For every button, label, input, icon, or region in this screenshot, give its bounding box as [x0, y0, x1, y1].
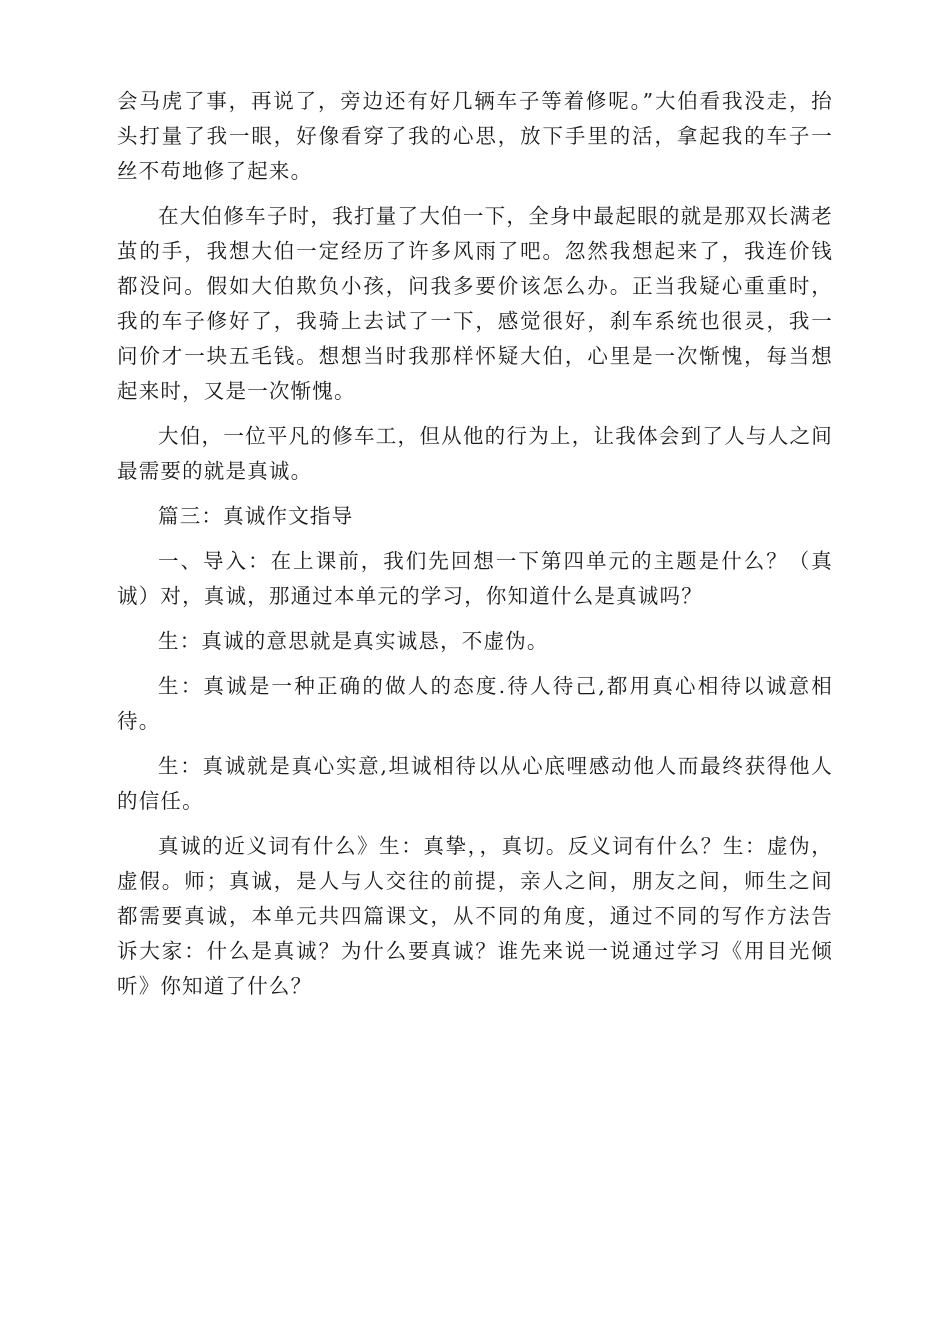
paragraph-2: 在大伯修车子时，我打量了大伯一下，全身中最起眼的就是那双长满老茧的手，我想大伯一定经历了许多风雨了吧。忽然我想起来了，我连价钱都没问。假如大伯欺负小孩，问我多要价该怎么办。正当我疑心重重时，我的车子修好了，我骑上去试了一下，感觉很好，刹车系统也很灵，我一问价才一块五毛钱。想想当时我那样怀疑大伯，心里是一次惭愧，每当想起来时，又是一次惭愧。	[117, 204, 833, 403]
paragraph-1: 会马虎了事，再说了，旁边还有好几辆车子等着修呢。”大伯看我没走，抬头打量了我一眼，好像看穿了我的心思，放下手里的活，拿起我的车子一丝不苟地修了起来。	[117, 89, 833, 183]
paragraph-5: 一、导入：在上课前，我们先回想一下第四单元的主题是什么？（真诚）对，真诚，那通过本单元的学习，你知道什么是真诚吗？	[117, 549, 833, 608]
paragraph-8: 生：真诚就是真心实意,坦诚相待以从心底哩感动他人而最终获得他人的信任。	[117, 754, 833, 813]
document-page	[117, 84, 833, 1014]
paragraph-6: 生：真诚的意思就是真实诚恳，不虚伪。	[158, 629, 549, 653]
section-heading: 篇三：真诚作文指导	[158, 504, 354, 528]
paragraph-9: 真诚的近义词有什么》生：真挚，，真切。反义词有什么？生：虚伪，虚假。师；真诚，是人与人交往的前提，亲人之间，朋友之间，师生之间都需要真诚，本单元共四篇课文，从不同的角度，通过不同的写作方法告诉大家：什么是真诚？为什么要真诚？谁先来说一说通过学习《用目光倾听》你知道了什么？	[117, 834, 833, 998]
paragraph-7: 生：真诚是一种正确的做人的态度.待人待己,都用真心相待以诚意相待。	[117, 674, 833, 733]
paragraph-3: 大伯，一位平凡的修车工，但从他的行为上，让我体会到了人与人之间最需要的就是真诚。	[117, 424, 833, 483]
